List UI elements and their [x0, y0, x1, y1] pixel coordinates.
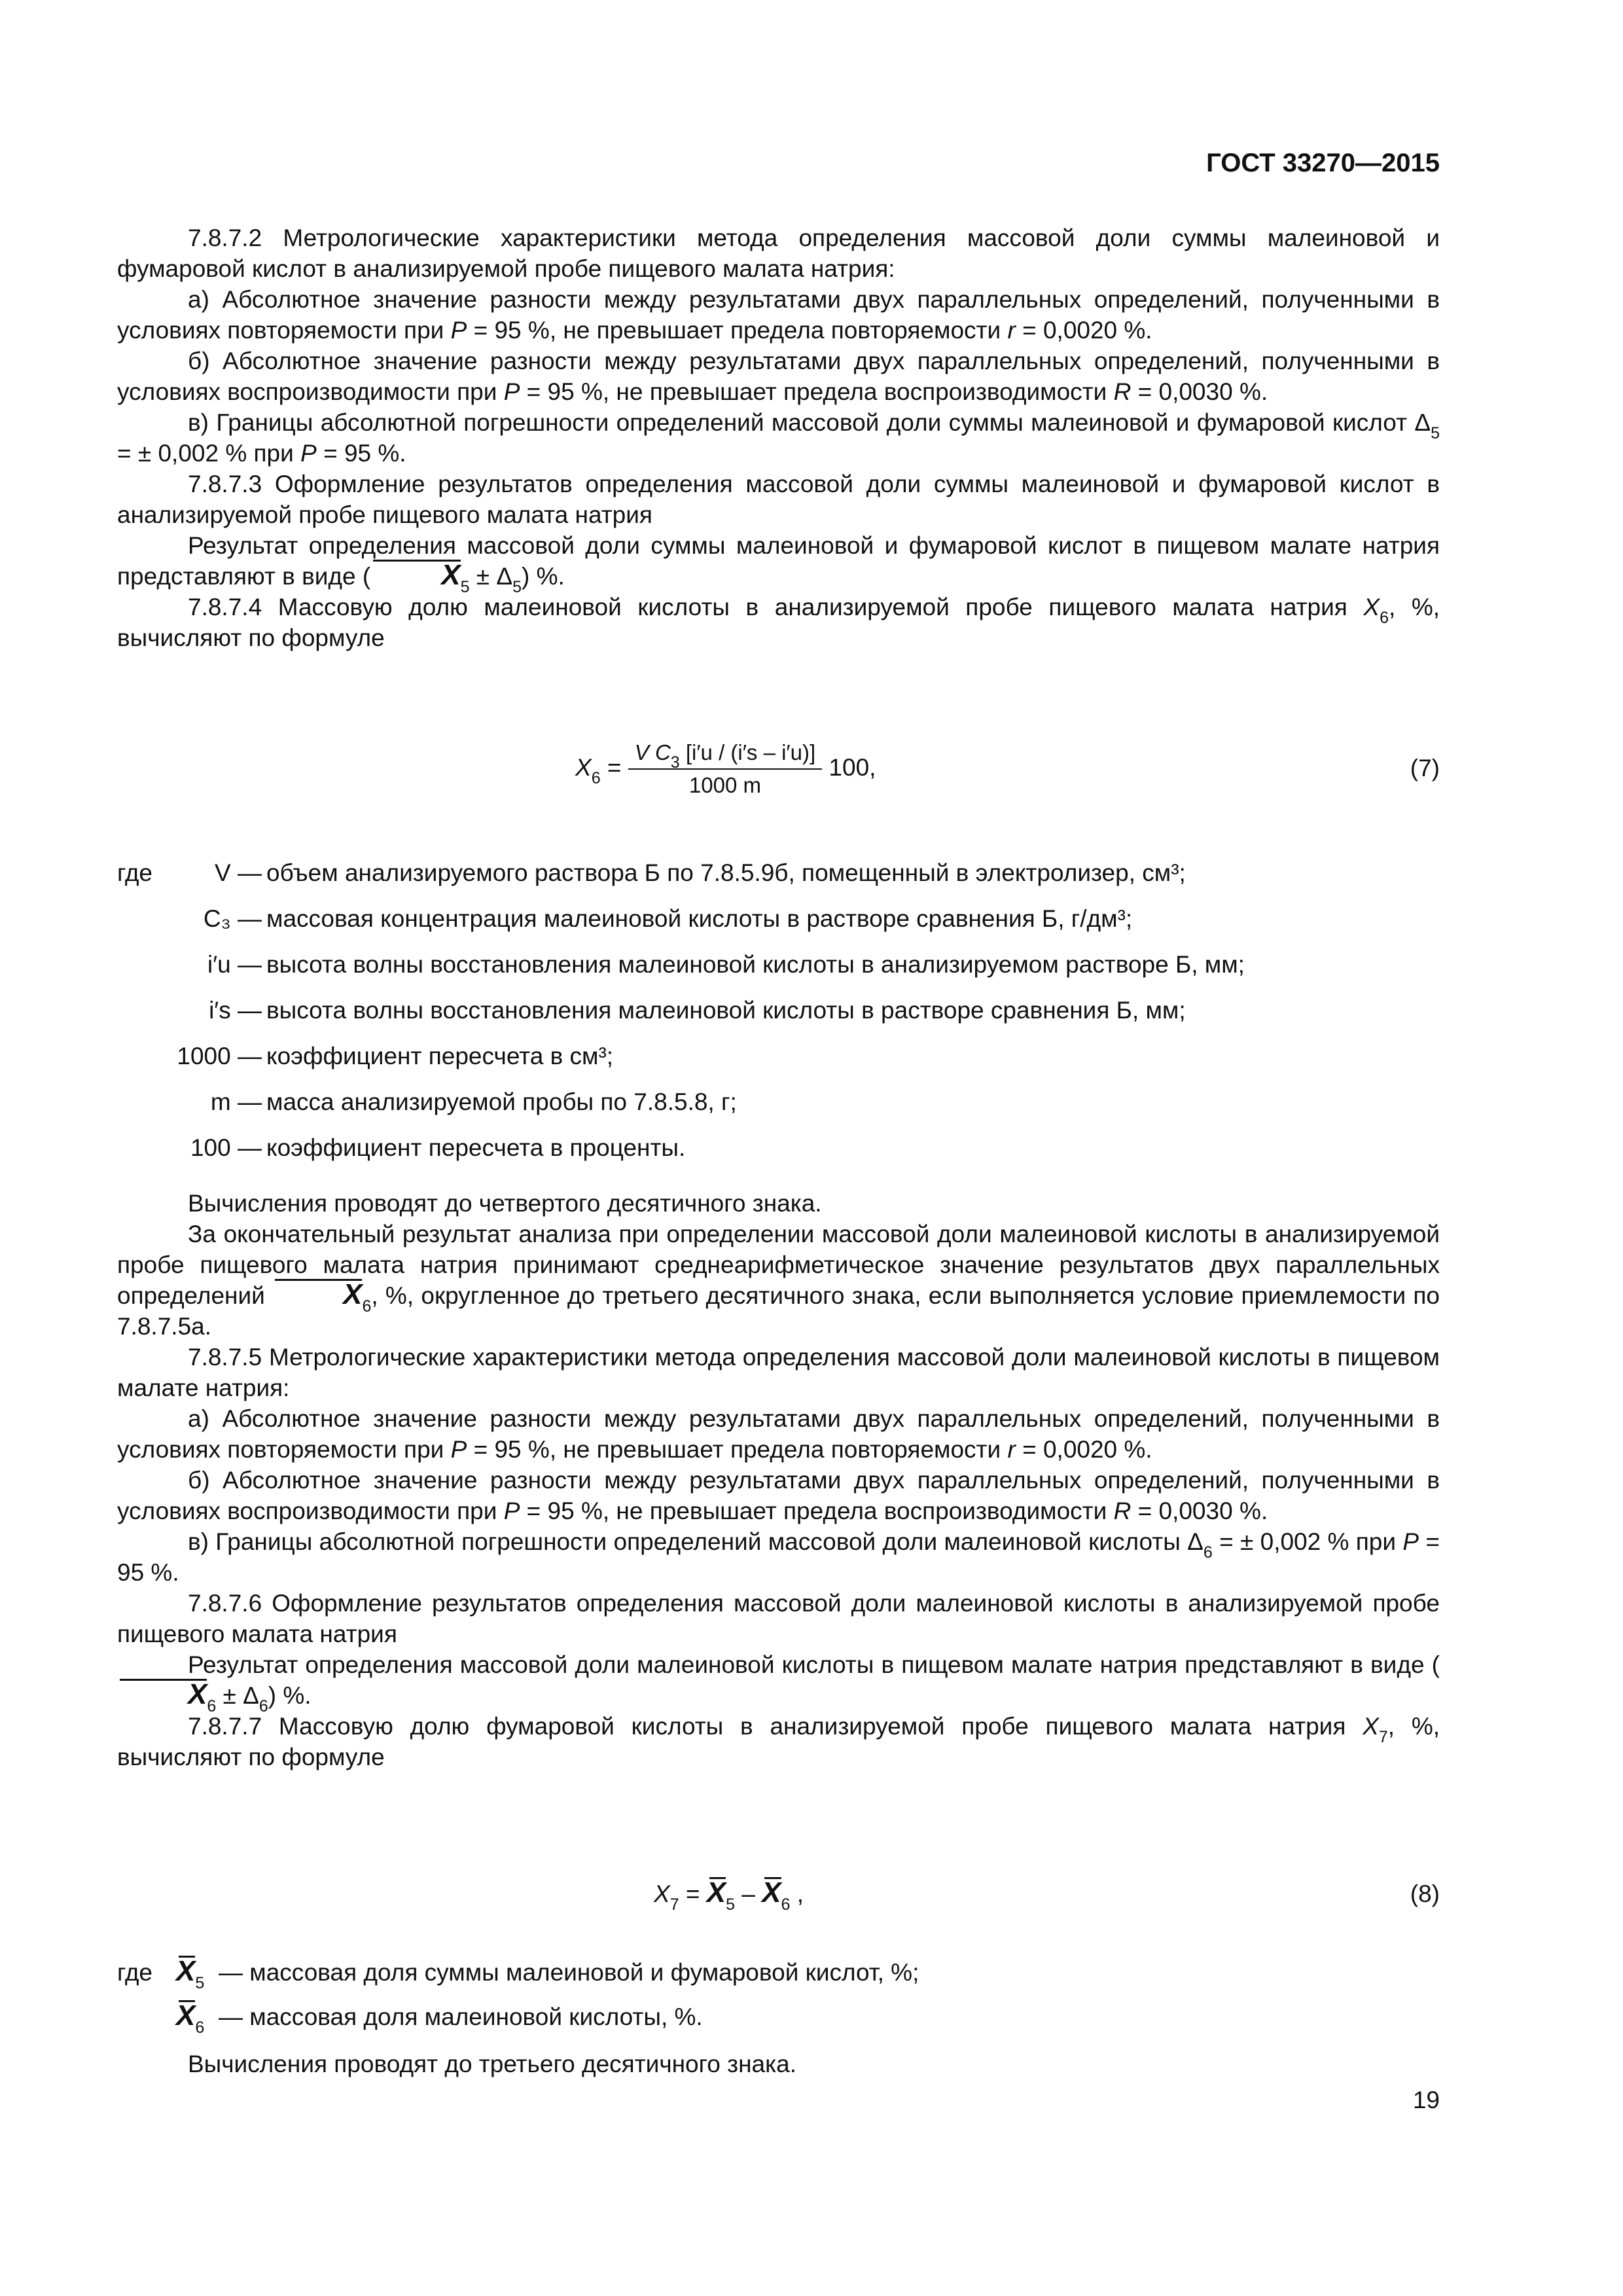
paragraph-7877: 7.8.7.7 Массовую долю фумаровой кислоты в анализируемой пробе пищевого малата натрия $X_7$, %, вычисляют по формуле	[117, 1713, 1440, 1770]
paragraph-7874: 7.8.7.4 Массовую долю малеиновой кислоты в анализируемой пробе пищевого малата натрия $X_6$, %, вычисляют по формуле	[117, 594, 1440, 651]
paragraph-7875v: в) Границы абсолютной погрешности определений массовой доли малеиновой кислоты $\Delta_6$ = ± 0,002 % при P = 95 %.	[117, 1528, 1440, 1586]
formula-7-denominator: 1000 m	[688, 773, 761, 797]
paragraph-final-result: За окончательный результат анализа при определении массовой доли малеиновой кислоты в анализируемой пробе пищевого малата натрия принимают среднеарифметическое значение результатов двух параллельных определений $X_6$, %, округленное до третьего десятичного знака, если выполняется условие приемлемости по 7.8.7.5а.	[117, 1221, 1440, 1340]
paragraph-7875b: б) Абсолютное значение разности между результатами двух параллельных определений, полученными в условиях воспроизводимости при P = 95 %, не превышает предела воспроизводимости R = 0,0030 %.	[117, 1467, 1440, 1524]
page-number: 19	[1412, 2087, 1440, 2113]
legend-description: коэффициент пересчета в проценты.	[266, 1134, 686, 1161]
legend-description: высота волны восстановления малеиновой кислоты в анализируемом растворе Б, мм;	[266, 951, 1245, 978]
paragraph-7875a: а) Абсолютное значение разности между результатами двух параллельных определений, полученными в условиях повторяемости при P = 95 %, не превышает предела повторяемости r = 0,0020 %.	[117, 1405, 1440, 1463]
paragraph-7872b: б) Абсолютное значение разности между результатами двух параллельных определений, полученными в условиях воспроизводимости при P = 95 %, не превышает предела воспроизводимости R = 0,0030 %.	[117, 348, 1440, 405]
legend-symbol: $X_5$	[176, 1955, 205, 1992]
paragraph-result-1: Результат определения массовой доли суммы малеиновой и фумаровой кислот в пищевом малате натрия представляют в виде ( $X_5 \pm \Delta_5$) %.	[117, 532, 1440, 596]
paragraph-7872a: а) Абсолютное значение разности между результатами двух параллельных определений, полученными в условиях повторяемости при P = 95 %, не превышает предела повторяемости r = 0,0020 %.	[117, 286, 1440, 344]
formula-8-number: (8)	[1410, 1880, 1440, 1907]
paragraph-7876: 7.8.7.6 Оформление результатов определения массовой доли малеиновой кислоты в анализируемой пробе пищевого малата натрия	[117, 1590, 1440, 1647]
document-number: ГОСТ 33270—2015	[1206, 149, 1440, 177]
formula-7-number: (7)	[1410, 755, 1440, 781]
formula-7-legend	[117, 857, 1440, 1178]
paragraph-7873: 7.8.7.3 Оформление результатов определения массовой доли суммы малеиновой и фумаровой кислот в анализируемой пробе пищевого малата натрия	[117, 471, 1440, 528]
legend-symbol: 1000 —	[177, 1043, 262, 1069]
legend-where-label: где	[117, 859, 153, 886]
legend-row	[117, 903, 1440, 949]
legend-row	[117, 949, 1440, 995]
legend-row	[117, 1041, 1440, 1086]
legend-description: высота волны восстановления малеиновой кислоты в растворе сравнения Б, мм;	[266, 997, 1186, 1024]
formula-7-numerator: V $C_3$ [i′u / (i′s – i′u)]	[628, 740, 822, 770]
formula-8	[117, 1865, 1440, 1918]
legend-row	[117, 857, 1440, 903]
legend-symbol: i′s —	[209, 997, 262, 1024]
legend-row	[117, 995, 1440, 1041]
legend-row	[117, 1086, 1440, 1132]
section-final-note	[117, 2049, 1440, 2079]
formula-7	[117, 740, 1440, 818]
paragraph-result-2: Результат определения массовой доли малеиновой кислоты в пищевом малате натрия представляют в виде $(X_6 \pm \Delta_6)$ %.	[117, 1649, 1440, 1711]
section-7874-7877	[117, 1188, 1440, 1772]
paragraph-7872v: в) Границы абсолютной погрешности определений массовой доли суммы малеиновой и фумаровой кислот $\Delta_5$ = ± 0,002 % при P = 95 %.	[117, 409, 1440, 467]
legend-description: объем анализируемого раствора Б по 7.8.5.9б, помещенный в электролизер, см³;	[266, 859, 1186, 886]
legend-symbol: V —	[215, 859, 262, 886]
legend-where-label: где	[117, 1959, 153, 1986]
paragraph-calc-3: Вычисления проводят до третьего десятичного знака.	[188, 2051, 796, 2077]
legend-row	[117, 1957, 1440, 2001]
formula-8-legend	[117, 1957, 1440, 2046]
section-7872-7874	[117, 223, 1440, 653]
legend-symbol: 100 —	[190, 1134, 262, 1161]
formula-7-expression: $X_6$ = $\frac{V C_3 [i'u / (i's - i'u)]}{1000 m}$ 100,	[575, 740, 876, 797]
legend-symbol: C₃ —	[203, 905, 262, 932]
legend-description: коэффициент пересчета в см³;	[266, 1043, 614, 1069]
legend-description: — массовая доля суммы малеиновой и фумаровой кислот, %;	[219, 1959, 919, 1986]
formula-7-fraction	[628, 740, 822, 798]
legend-description: масса анализируемой пробы по 7.8.5.8, г;	[266, 1088, 737, 1115]
paragraph-calc-4: Вычисления проводят до четвертого десятичного знака.	[188, 1190, 822, 1217]
legend-description: массовая концентрация малеиновой кислоты в растворе сравнения Б, г/дм³;	[266, 905, 1133, 932]
legend-row	[117, 2001, 1440, 2046]
formula-8-expression: $X_7 = X_5 - X_6$ ,	[654, 1876, 804, 1914]
legend-description: — массовая доля малеиновой кислоты, %.	[219, 2003, 703, 2030]
legend-row	[117, 1132, 1440, 1178]
legend-symbol: $X_6$	[176, 2000, 205, 2037]
legend-symbol: m —	[210, 1088, 262, 1115]
paragraph-7875: 7.8.7.5 Метрологические характеристики метода определения массовой доли малеиновой кислоты в пищевом малате натрия:	[117, 1344, 1440, 1401]
legend-symbol: i′u —	[207, 951, 262, 978]
paragraph-7872: 7.8.7.2 Метрологические характеристики метода определения массовой доли суммы малеиновой и фумаровой кислот в анализируемой пробе пищевого малата натрия:	[117, 224, 1440, 282]
